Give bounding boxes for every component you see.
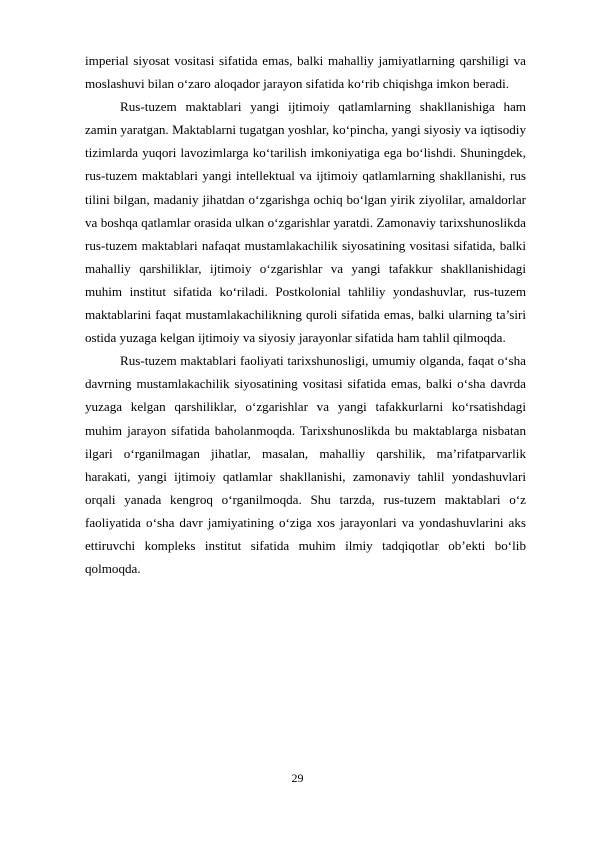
paragraph: Rus-tuzem maktablari faoliyati tarixshunosligi, umumiy olganda, faqat o‘sha davrning mustamlakachilik siyosatining vositasi sifatida emas, balki o‘sha davrda yuzaga kelgan qarshiliklar, o‘zgarishlar va yangi tafakkurlarni ko‘rsatishdagi muhim jarayon sifatida baholanmoqda. Tarixshunoslikda bu maktablarga nisbatan ilgari o‘rganilmagan jihatlar, masalan, mahalliy qarshilik, ma’rifatparvarlik harakati, yangi ijtimoiy qatlamlar shakllanishi, zamonaviy tahlil yondashuvlari orqali yanada kengroq o‘rganilmoqda. Shu tarzda, rus-tuzem maktablari o‘z faoliyatida o‘sha davr jamiyatining o‘ziga xos jarayonlari va yondashuvlarini aks ettiruvchi kompleks institut sifatida muhim ilmiy tadqiqotlar ob’ekti bo‘lib qolmoqda. xyxy=(85,353,526,577)
page-number: 29 xyxy=(291,771,304,785)
paragraph: Rus-tuzem maktablari yangi ijtimoiy qatlamlarning shakllanishiga ham zamin yaratgan. Maktablarni tugatgan yoshlar, ko‘pincha, yangi siyosiy va iqtisodiy tizimlarda yuqori lavozimlarga ko‘tarilish imkoniyatiga ega bo‘lishdi. Shuningdek, rus-tuzem maktablari yangi intellektual va ijtimoiy qatlamlarning shakllanishi, rus tilini bilgan, madaniy jihatdan o‘zgarishga ochiq bo‘lgan yirik ziyolilar, amaldorlar va boshqa qatlamlar orasida ulkan o‘zgarishlar yaratdi. Zamonaviy tarixshunoslikda rus-tuzem maktablari nafaqat mustamlakachilik siyosatining vositasi sifatida, balki mahalliy qarshiliklar, ijtimoiy o‘zgarishlar va yangi tafakkur shakllanishidagi muhim institut sifatida ko‘riladi. Postkolonial tahliliy yondashuvlar, rus-tuzem maktablarini faqat mustamlakachilikning quroli sifatida emas, balki ularning ta’siri ostida yuzaga kelgan ijtimoiy va siyosiy jarayonlar sifatida ham tahlil qilmoqda. xyxy=(85,99,526,346)
paragraph-continuation: imperial siyosat vositasi sifatida emas, balki mahalliy jamiyatlarning qarshiligi va moslashuvi bilan o‘zaro aloqador jarayon sifatida ko‘rib chiqishga imkon beradi. xyxy=(85,53,526,92)
body-text xyxy=(85,49,526,580)
